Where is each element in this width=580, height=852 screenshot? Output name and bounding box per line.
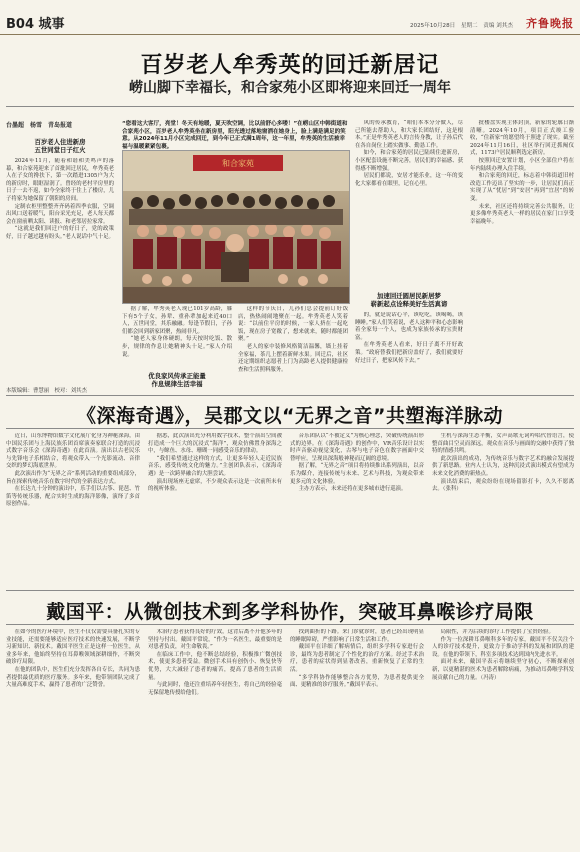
- paragraph: 据了解，“无界之音”项目将持续推出系列演出，以音乐为媒介，连接传统与未来、艺术与科技，为观众带来更多元的文化体验。: [290, 463, 424, 485]
- story1-subhead-2: [355, 292, 463, 308]
- paragraph: 的，就是说话心平，该吃吃，该喝喝，该睡睡。”家人们笑着说，老人这种平和心态影响着全家每一个人，也成为家族传承的宝贵财富。: [355, 312, 463, 341]
- paragraph: 这样的节庆日，儿孙们总会提前订好饭店，热热闹闹地聚在一起。牟秀英老人笑着说：“以前住平房的时候，一家人挤在一起吃饭，现在房子宽敞了，想来就来，随时都能团聚。”: [238, 306, 348, 343]
- photo-caption: “您看这大客厅，亮堂！冬天有地暖，夏天吹空调，比以前舒心多喽！”在崂山区中韩街道和合家苑小区，百岁老人牟秀英坐在新房里，阳光透过落地窗洒在她身上，脸上满是满足的笑意。从2024年11月小区完成回迁，到今年已正式满1周年，这一年里，牟秀英的生活被幸福与温暖紧紧包裹。: [122, 121, 348, 150]
- paragraph: 未来，社区还将持续完善公共服务，让更多像牟秀英老人一样的居民在家门口享受幸福晚年。: [470, 203, 574, 225]
- subhead-line: 五世同堂日子红火: [34, 146, 86, 154]
- subhead-line: 作息规律生活幸福: [151, 380, 203, 388]
- story1-column-3: [238, 306, 348, 388]
- paragraph: 批楼盘实现主体封顶，新家的轮廓日渐清晰。2024年10月，项目正式竣工验收，“住新家”的愿望终于照进了现实。截至2024年11月16日，社区举行回迁抓阄仪式，1173户居民顺利选定新房。: [470, 120, 574, 157]
- newspaper-logo: 齐鲁晚报: [526, 17, 574, 30]
- divider: [6, 428, 574, 429]
- story1-subhead-3: [122, 372, 232, 388]
- paragraph: “我们希望通过这样的方式，让更多年轻人走近民族音乐，感受传统文化的魅力。”主创团队表示，《深海奇遇》是一次跨界融合的大胆尝试。: [148, 455, 282, 477]
- paragraph: 在牟秀英老人看来，好日子离不开好政策。“政府替我们把新房盖好了，我们就要好好过日子，把家风传下去。”: [355, 342, 463, 364]
- story2-column-2: [148, 433, 282, 583]
- paragraph: 局限性，并为后续的诊疗工作提供了宝贵经验。: [440, 629, 554, 635]
- paragraph: 老人的家中装修风格简洁温馨，墙上挂着全家福，茶几上摆着新鲜水果。回迁后，社区还定期组织志愿者上门为高龄老人提供健康检查和生活照料服务。: [238, 343, 348, 373]
- story3-column-1: [6, 629, 140, 839]
- paragraph: 音乐团队以“不被定义”为核心理念，突破传统演出形式的边界。在《深海奇遇》的创作中，VR音乐设计以实时声音驱动视觉变化，古琴与电子音色在数字画面中交替呼应，呈现出深海般神秘而辽阔的意境。: [290, 433, 424, 462]
- story1-column-6: [470, 120, 574, 386]
- story1-column-1: [6, 158, 114, 383]
- paragraph: 按照回迁安置计划，小区全部住户将在年内陆续办理入住手续。: [470, 157, 574, 172]
- paragraph: “她老人家身体硬朗，每天按时吃饭、散步，规律的作息让她精神头十足。”家人介绍说。: [122, 336, 232, 358]
- story2-headline: 《深海奇遇》，吴郡文以“无界之音”共塑海洋脉动: [77, 405, 503, 427]
- paragraph: 此次演出作为“无界之音”系列活动的重要组成部分，旨在探索传统音乐在数字时代的全新表达方式。: [6, 470, 140, 485]
- paragraph: 据了解，牟秀英老人现已101岁高龄，膝下有5个子女，孙辈、重孙辈加起来近40口人，五世同堂，其乐融融。每逢节假日，子孙们都会回到新家团聚，热闹非凡。: [122, 306, 232, 335]
- story3-column-2: [148, 629, 282, 839]
- story1-editor-credit: 本版编辑：曹慧丽 校对：刘其杰: [6, 388, 87, 394]
- subhead-line: 加速回迁圆居民新居梦: [377, 292, 441, 300]
- paragraph: 近日，山东博物馆数字文化展厅化身为神秘深海，由中国民乐团与上海民族乐团首席演奏家联合打造的沉浸式数字音乐会《深海奇遇》在此首演。演出以古老民乐与先锋电子乐相结合，将观众带入一个光影流动、音律交织的梦幻海底世界。: [6, 433, 140, 470]
- paragraph: 定制衣柜里整整齐齐码着四季衣服，空调出风口送着暖气，阳台采光充足，老人每天都会在窗前晒太阳、读报、和老邻居拉家常。: [6, 203, 114, 225]
- story1-column-2: [122, 306, 232, 374]
- paragraph: 在他的团队中，医生们充分发挥各自专长，共同为患者提供最优质的医疗服务。多年来，他带领团队完成了大量高难度手术，赢得了患者的广泛赞誉。: [6, 666, 140, 689]
- story2-column-4: [432, 433, 574, 583]
- photo-illustration: [123, 151, 349, 303]
- paragraph: 面对未来，戴国平表示将继续坚守初心，不断探索创新，以更精湛的医术为患者解除病痛，为推动耳鼻喉学科发展贡献自己的力量。（冯涛）: [432, 659, 574, 681]
- subhead-line: 崭新起点诠释美好生活真谛: [370, 300, 448, 308]
- story2-column-3: [290, 433, 424, 583]
- masthead: [0, 0, 580, 35]
- divider: [6, 590, 574, 591]
- divider: [6, 106, 574, 107]
- paragraph: 据悉，此次演出充分利用数字技术，整个演出空间被打造成一个巨大的沉浸式“海洋”，观众仿佛置身深海之中，与鲸鱼、水母、珊瑚一同感受音乐的律动。: [148, 433, 282, 455]
- story1-byline: 台墨超 杨雪 青岛报道: [6, 122, 73, 129]
- story3-column-4: [432, 629, 574, 839]
- paragraph: 作为一位深耕耳鼻喉科多年的专家，戴国平不仅关注个人的诊疗技术提升，更致力于推动学科的发展和团队的建设。在他的带领下，科室多项技术达到国内先进水平。: [432, 636, 574, 658]
- divider: [6, 624, 574, 625]
- subhead-line: 优良家风传承正能量: [148, 372, 206, 380]
- divider: [6, 395, 574, 396]
- paragraph: 术治疗患者获得良好的疗效，这背后离不开他多年的坚持与付出。戴国平常说，“作为一名医生，最重要的是对患者负责，对生命敬畏。”: [148, 629, 282, 651]
- paragraph: 演出现场座无虚席，不少观众表示这是一次前所未有的视听体验。: [148, 478, 282, 493]
- paragraph: 2024年11月，随着和谐和美鸣声的落幕，和合家苑迎来了首批回迁居民，牟秀英老人在子女的搀扶下，第一次踏进1305户为大的新房时，眼眶湿润了。曾经的老村平房里的日子一去不返，如今全家终于住上了楼房，儿子将家为她保留了朝阳的房间。: [6, 158, 114, 202]
- subhead-line: 百岁老人住进新房: [34, 138, 86, 146]
- paragraph: 生机与深海生态平衡，女声高歌无词吟唱代替语言，使整首曲目空灵而深远，观众在音乐与画面的交融中获得了独特的情感共鸣。: [432, 433, 574, 455]
- story1-headline: 百岁老人牟秀英的回迁新居记: [140, 53, 440, 78]
- story1-column-5: [355, 120, 463, 288]
- paragraph: 如今，和合家苑的居民已陆续住进新房，小区配套设施不断完善，居民们的幸福感、获得感不断增强。: [355, 150, 463, 172]
- story3-column-3: [290, 629, 424, 839]
- paragraph: 和合家苑的回迁，标志着中韩街道旧村改造工作迈出了坚实的一步，让居民们真正实现了从“忧居”到“安居”再到“宜居”的转变。: [470, 173, 574, 202]
- story1-subheadline: 崂山脚下幸福长，和合家苑小区即将迎来回迁一周年: [129, 80, 451, 96]
- paragraph: 演出结束后，观众纷纷在现场留影打卡，久久不愿离去。（张科）: [432, 478, 574, 493]
- paragraph: 在如今的医疗环境中，医生不仅仅需要具备扎实的专业技能，还需要能够适应医疗技术的快速发展，不断学习新知识、新技术。戴国平医生正是这样一位医生，从业多年来，他始终坚持在耳鼻喉领域深耕细作，不断突破诊疗局限。: [6, 629, 140, 666]
- paragraph: 戴国平在详细了解病情后，组织多学科专家进行会诊，最终为患者制定了个性化的治疗方案。经过手术治疗，患者的症状得到显著改善，重新恢复了正常的生活。: [290, 644, 424, 673]
- paragraph: 此次演出的成功，为传统音乐与数字艺术的融合发展提供了新思路。业内人士认为，这种沉浸式演出模式有望成为未来文化消费的新热点。: [432, 455, 574, 477]
- paragraph: 在长达九十分钟的演出中，乐手们以古筝、琵琶、竹笛等传统乐器，配合实时生成的海洋影像，演绎了多首原创作品。: [6, 486, 140, 508]
- photo-banner-text: 和合家苑: [222, 159, 254, 168]
- story2-column-1: [6, 433, 140, 583]
- section-label: B04 城事: [6, 17, 65, 32]
- story1-column-4: [355, 312, 463, 386]
- paragraph: “这就是我们回迁户的好日子，党的政策好，日子越过越有盼头。”老人说话中气十足。: [6, 226, 114, 240]
- paragraph: 找到曲折的下路。来门诊就诊时，患者已经出现明显的睡眠障碍，严重影响了日常生活和工作。: [290, 629, 424, 643]
- paragraph: “多学科协作能够整合各方优势，为患者提供更全面、更精准的诊疗服务。”戴国平表示。: [290, 674, 424, 689]
- story1-subhead-1: [6, 138, 114, 154]
- paragraph: 风的传承教育，“咱们本本分分做人，尽己所能去帮助人，和大家长团结好，这是根本。”正是牟秀英老人的言传身教，让子孙后代在各自岗位上踏实做事、勤恳工作。: [355, 120, 463, 149]
- family-group-photo: [122, 150, 350, 304]
- paragraph: 在临床工作中，他不断总结经验，积极推广微创技术，使更多患者受益。微创手术具有创伤小、恢复快等优势，大大减轻了患者的痛苦，提高了患者的生活质量。: [148, 651, 282, 681]
- paragraph: 与此同时，他还注重培养年轻医生，将自己的经验毫无保留地传授给他们。: [148, 682, 282, 696]
- paragraph: 居民们都说，安居才能乐业，这一年的变化大家都看在眼里，记在心里。: [355, 173, 463, 187]
- paragraph: 主办方表示，未来还将在更多城市进行巡演。: [298, 486, 407, 493]
- header-date: 2025年10月28日 星期二 责编 刘其杰: [410, 23, 513, 29]
- story3-headline: 戴国平：从微创技术到多学科协作，突破耳鼻喉诊疗局限: [46, 601, 534, 623]
